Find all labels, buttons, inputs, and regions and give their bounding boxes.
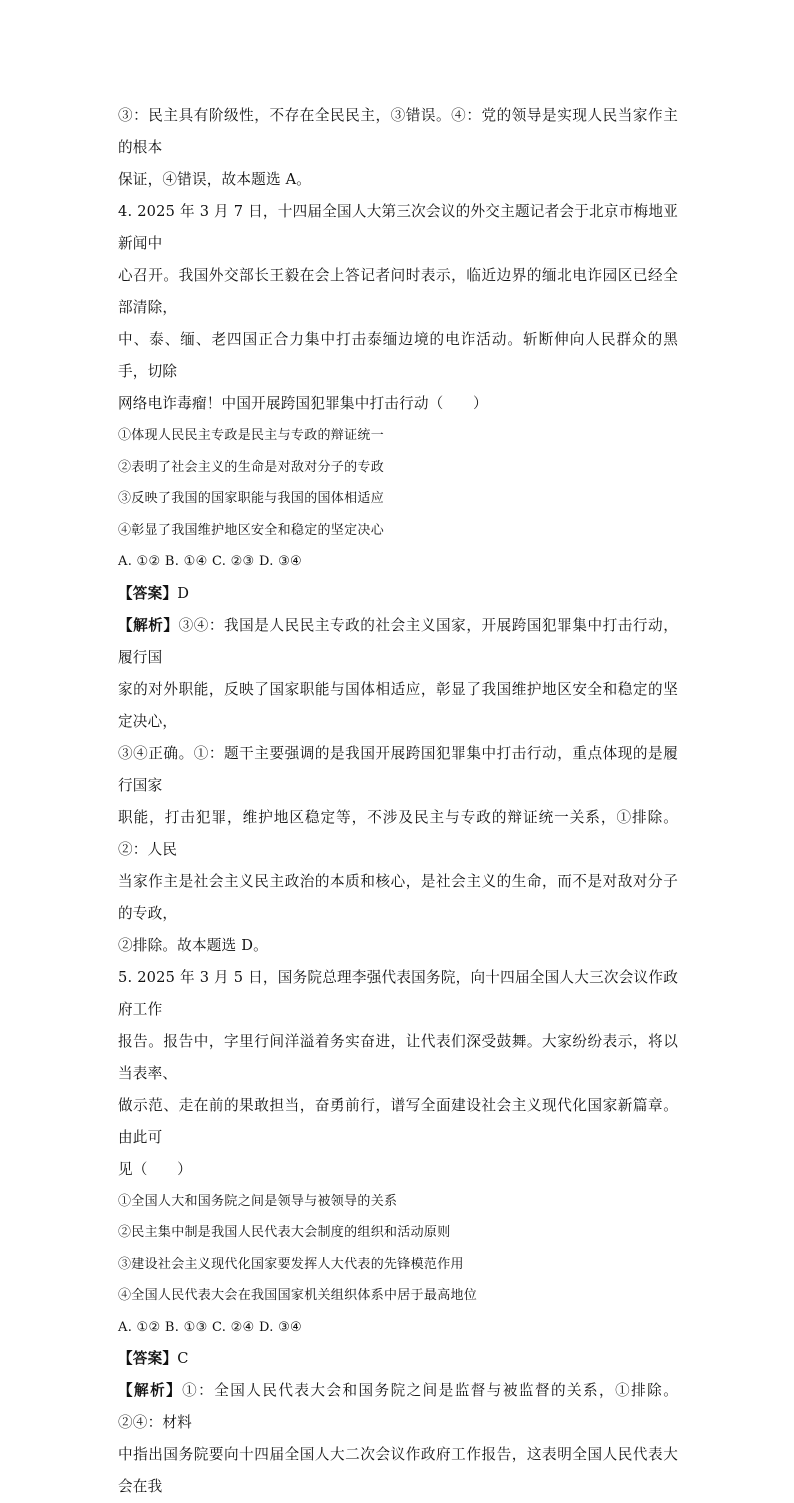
question-4-analysis: [118, 610, 678, 674]
answer-label: 【答案】: [118, 1350, 178, 1367]
question-4-statement: ②表明了社会主义的生命是对敌对分子的专政: [118, 459, 385, 475]
prev-analysis-line: ③：民主具有阶级性，不存在全民民主，③错误。④：党的领导是实现人民当家作主的根本: [118, 107, 678, 156]
question-4-stem: 中、泰、缅、老四国正合力集中打击泰缅边境的电诈活动。斩断伸向人民群众的黑手，切除: [118, 331, 678, 380]
question-4-analysis: ③④正确。①：题干主要强调的是我国开展跨国犯罪集中打击行动，重点体现的是履行国家: [118, 744, 678, 794]
question-4-stem: 网络电诈毒瘤！中国开展跨国犯罪集中打击行动（ ）: [118, 395, 488, 412]
analysis-label: 【解析】: [118, 1382, 183, 1399]
question-5-stem: 见（ ）: [118, 1160, 192, 1178]
question-4-analysis: 当家作主是社会主义民主政治的本质和核心，是社会主义的生命，而不是对敌对分子的专政，: [118, 872, 678, 922]
analysis-label: 【解析】: [118, 616, 179, 634]
answer-value: C: [177, 1350, 189, 1367]
question-5-statement: ①全国人大和国务院之间是领导与被领导的关系: [118, 1193, 398, 1209]
question-4-statement: ③反映了我国的国家职能与我国的国体相适应: [118, 491, 385, 506]
answer-label: 【答案】: [118, 584, 178, 602]
question-4-analysis: 职能，打击犯罪，维护地区稳定等，不涉及民主与专政的辩证统一关系，①排除。②：人民: [118, 808, 678, 858]
question-5-stem: 做示范、走在前的果敢担当，奋勇前行，谱写全面建设社会主义现代化国家新篇章。由此可: [118, 1096, 678, 1146]
question-4-stem: 4. 2025 年 3 月 7 日，十四届全国人大第三次会议的外交主题记者会于北京市梅地亚新闻中: [118, 203, 678, 252]
question-5-analysis: [118, 1375, 678, 1439]
answer-value: D: [177, 584, 190, 602]
question-5-stem: 报告。报告中，字里行间洋溢着务实奋进，让代表们深受鼓舞。大家纷纷表示，将以当表率、: [118, 1032, 678, 1082]
prev-analysis-line: 保证，④错误，故本题选 A。: [118, 171, 312, 188]
question-4-answer: [118, 578, 678, 610]
question-4-statement: ①体现人民民主专政是民主与专政的辩证统一: [118, 428, 385, 443]
page-content: [118, 100, 678, 1503]
question-5-analysis: 中指出国务院要向十四届全国人大二次会议作政府工作报告，这表明全国人民代表大会在我: [118, 1446, 678, 1495]
analysis-text: ③④：我国是人民民主专政的社会主义国家，开展跨国犯罪集中打击行动，履行国: [118, 616, 678, 666]
question-4-stem: 心召开。我国外交部长王毅在会上答记者问时表示，临近边界的缅北电诈园区已经全部清除，: [118, 267, 678, 316]
question-5-choices: A. ①② B. ①③ C. ②④ D. ③④: [118, 1319, 302, 1335]
question-4-choices: A. ①② B. ①④ C. ②③ D. ③④: [118, 554, 302, 569]
analysis-text: ①：全国人民代表大会和国务院之间是监督与被监督的关系，①排除。②④：材料: [118, 1382, 678, 1431]
question-5-stem: 5. 2025 年 3 月 5 日，国务院总理李强代表国务院，向十四届全国人大三次会议作政府工作: [118, 968, 678, 1018]
question-4-analysis: 家的对外职能，反映了国家职能与国体相适应，彰显了我国维护地区安全和稳定的坚定决心，: [118, 680, 678, 730]
question-4-analysis: ②排除。故本题选 D。: [118, 936, 268, 954]
question-5-statement: ②民主集中制是我国人民代表大会制度的组织和活动原则: [118, 1225, 451, 1240]
question-4-statement: ④彰显了我国维护地区安全和稳定的坚定决心: [118, 522, 385, 538]
question-5-statement: ③建设社会主义现代化国家要发挥人大代表的先锋模范作用: [118, 1256, 464, 1272]
question-5-answer: [118, 1343, 678, 1375]
question-5-statement: ④全国人民代表大会在我国国家机关组织体系中居于最高地位: [118, 1288, 478, 1303]
